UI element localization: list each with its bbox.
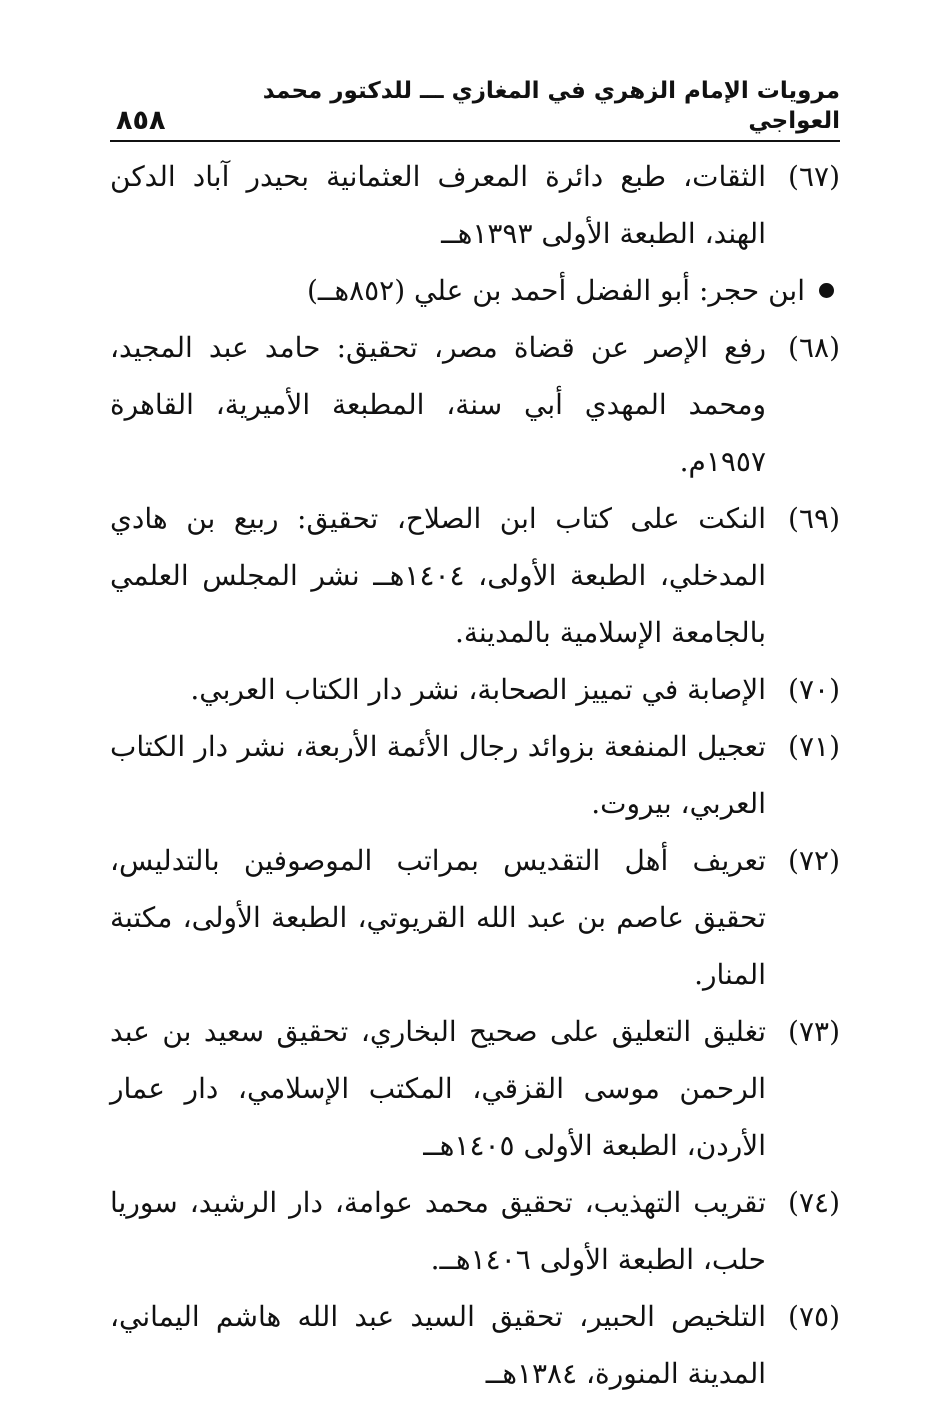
entry-text: الثقات، طبع دائرة المعرف العثمانية بحيدر آباد الدكن الهند، الطبعة الأولى ١٣٩٣هــ (110, 160, 766, 250)
bibliography-entry (110, 148, 840, 262)
bibliography-list (110, 148, 840, 1402)
author-heading-text: ابن حجر: أبو الفضل أحمد بن علي (٨٥٢هــ) (306, 274, 805, 307)
bullet-icon (819, 283, 834, 298)
entry-number: (٧٢) (788, 844, 840, 877)
bibliography-entry (110, 1003, 840, 1174)
entry-number: (٦٧) (788, 160, 840, 193)
entry-text: التلخيص الحبير، تحقيق السيد عبد الله هاشم اليماني، المدينة المنورة، ١٣٨٤هــ (110, 1300, 766, 1390)
entry-text: تعجيل المنفعة بزوائد رجال الأئمة الأربعة، نشر دار الكتاب العربي، بيروت. (110, 730, 766, 820)
entry-number: (٧٥) (788, 1300, 840, 1333)
bibliography-entry (110, 718, 840, 832)
header-title: مرويات الإمام الزهري في المغازي ـــ للدكتور محمد العواجي (262, 78, 840, 134)
entry-text: رفع الإصر عن قضاة مصر، تحقيق: حامد عبد المجيد، ومحمد المهدي أبي سنة، المطبعة الأميرية، القاهرة ١٩٥٧م. (110, 331, 766, 478)
running-header (110, 78, 840, 142)
entry-number: (٧١) (788, 730, 840, 763)
entry-number: (٧٤) (788, 1186, 840, 1219)
entry-number: (٧٠) (788, 673, 840, 706)
bibliography-entry (110, 661, 840, 718)
page-number: ٨٥٨ (116, 105, 166, 136)
bibliography-entry (110, 832, 840, 1003)
entry-text: تعريف أهل التقديس بمراتب الموصوفين بالتدليس، تحقيق عاصم بن عبد الله القريوتي، الطبعة الأولى، مكتبة المنار. (110, 844, 766, 991)
entry-number: (٦٩) (788, 502, 840, 535)
entry-text: النكت على كتاب ابن الصلاح، تحقيق: ربيع بن هادي المدخلي، الطبعة الأولى، ١٤٠٤هــ نشر المجلس العلمي بالجامعة الإسلامية بالمدينة. (110, 502, 766, 649)
bibliography-entry (110, 490, 840, 661)
document-page (110, 78, 840, 1390)
bibliography-entry (110, 1174, 840, 1288)
entry-number: (٧٣) (788, 1015, 840, 1048)
entry-text: الإصابة في تمييز الصحابة، نشر دار الكتاب العربي. (190, 673, 766, 706)
entry-text: تغليق التعليق على صحيح البخاري، تحقيق سعيد بن عبد الرحمن موسى القزقي، المكتب الإسلامي، دار عمار الأردن، الطبعة الأولى ١٤٠٥هــ (110, 1015, 766, 1162)
entry-text: تقريب التهذيب، تحقيق محمد عوامة، دار الرشيد، سوريا حلب، الطبعة الأولى ١٤٠٦هــ. (110, 1186, 766, 1276)
entry-number: (٦٨) (788, 331, 840, 364)
bibliography-entry (110, 319, 840, 490)
author-heading (110, 262, 840, 319)
